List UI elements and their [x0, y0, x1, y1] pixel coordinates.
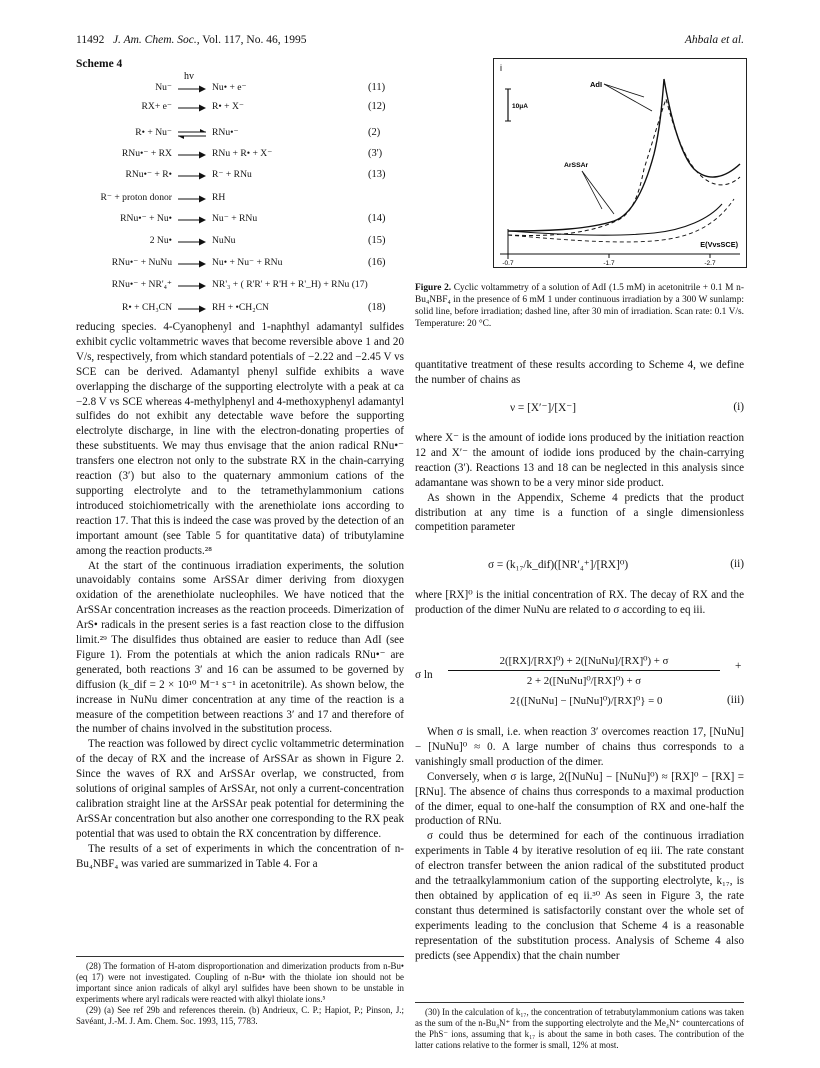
pointer-line [582, 171, 614, 214]
reaction-products: Nu• + Nu⁻ + RNu [212, 257, 283, 268]
figure-2-voltammogram [493, 58, 747, 268]
reaction-reactants: RNu•⁻ + RX [121, 148, 172, 159]
curve-label-adi: AdI [590, 80, 603, 89]
paragraph: quantitative treatment of these results according to Scheme 4, we define the number of chains as [415, 359, 744, 386]
reaction-number: (3') [368, 148, 383, 159]
reaction-reactants: RNu•⁻ + NuNu [111, 257, 172, 268]
reaction-products: NR'₃ + ( R'R' + R'H + R'_H) + RNu (17) [212, 279, 368, 290]
reaction-arrow [178, 280, 210, 292]
reaction-arrow [178, 214, 210, 226]
reaction-reactants: RNu•⁻ + Nu• [120, 213, 172, 224]
author-header: Ahbala et al. [684, 34, 744, 46]
right-column-block [415, 725, 744, 964]
equation-number: (ii) [730, 558, 744, 570]
fraction-bar [448, 670, 720, 671]
x-tick-label: -0.7 [502, 260, 514, 267]
reaction-number: (13) [368, 169, 386, 180]
paragraph: As shown in the Appendix, Scheme 4 predicts that the product distribution at any time is a function of a single dimensionless competition parameter [415, 491, 744, 534]
reaction-number: (14) [368, 213, 386, 224]
reaction-reactants: Nu⁻ [155, 82, 172, 93]
equation-i: ν = [X′⁻]/[X⁻] [510, 402, 577, 414]
reaction-reactants: R• + Nu⁻ [135, 127, 172, 138]
reaction-products: Nu• + e⁻ [212, 82, 247, 93]
reaction-number: (2) [368, 127, 381, 138]
right-column-intro [415, 358, 744, 388]
figure-corner-label: i [500, 63, 502, 73]
reaction-products: RNu•⁻ [212, 127, 239, 138]
reaction-products: RH [212, 192, 226, 203]
equation-iii-prefix: σ ln [415, 669, 433, 681]
equation-number: (i) [733, 401, 744, 413]
left-column [76, 320, 404, 872]
equation-iii-line2: 2{([NuNu] − [NuNu]⁰)/[RX]⁰} = 0 [510, 695, 663, 707]
reaction-arrow [178, 193, 210, 205]
right-footnote [415, 1007, 744, 1051]
pointer-line [604, 84, 652, 111]
caption-text: Cyclic voltammetry of a solution of AdI (1.5 mM) in acetonitrile + 0.1 M n-Bu₄NBF₄ in the presence of 6 mM 1 under continuous irradiation by a 300 W sunlamp: solid line, before irradiation; dashed line, after 30 min of irradiation. Scan rate: 0.1 V/s. Temperature: 20 °C. [415, 283, 744, 329]
right-column-block [415, 431, 744, 535]
footnote-divider [76, 956, 404, 957]
reaction-products: Nu⁻ + RNu [212, 213, 258, 224]
reaction-arrow [178, 236, 210, 248]
volume-info: Vol. 117, No. 46, 1995 [202, 34, 307, 46]
paragraph: At the start of the continuous irradiation experiments, the solution unavoidably contains some ArSSAr dimer deriving from dioxygen oxidation of the arenethiolate nucleophiles. We have noticed that the ArSSAr concentration increases as the reaction proceeds. Dimerization of ArS• radicals in the present series is a fast reaction close to the diffusion limit.²⁹ The disulfides thus obtained are easier to reduce than AdI (see Figure 1). From the potentials at which the anion radicals RNu•⁻ are generated, both reactions 3′ and 16 can be assumed to be governed by diffusion (k_dif = 2 × 10¹⁰ M⁻¹ s⁻¹ in acetonitrile). As shown below, the increase in NuNu dimer concentration at any time of the reaction is a measure of the competition between reactions 3′ and 17 and therefore of the number of chains involved in the substitution process. [76, 559, 404, 736]
equation-number: (iii) [727, 694, 744, 706]
reaction-arrow [178, 149, 210, 161]
caption-label: Figure 2. [415, 283, 452, 293]
reaction-number: (11) [368, 82, 386, 93]
left-footnotes [76, 961, 404, 1028]
footnote: (29) (a) See ref 29b and references therein. (b) Andrieux, C. P.; Hapiot, P.; Pinson, J.; Savéant, J.-M. J. Am. Chem. Soc. 1993, 115, 7783. [76, 1005, 404, 1027]
pointer-line [582, 171, 602, 209]
equation-ii: σ = (k₁₇/k_dif)([NR′₄⁺]/[RX]⁰) [488, 559, 629, 571]
reaction-arrow [178, 170, 210, 182]
current-scale-label: 10μA [512, 103, 528, 110]
reaction-reactants: R• + CH₃CN [122, 302, 172, 313]
reaction-reactants: RNu•⁻ + NR'₄⁺ [111, 279, 172, 290]
equation-iii-plus: + [735, 660, 742, 672]
paragraph: reducing species. 4-Cyanophenyl and 1-naphthyl adamantyl sulfides exhibit cyclic voltammetric waves that become reversible above 1 and 20 V/s, respectively, from which standard potentials of −2.22 and −2.45 V vs SCE can be derived. Adamantyl phenyl sulfide exhibits a wave overlapping the discharge of the supporting electrolyte with a peak at ca −2.8 V vs SCE whereas 4-methylphenyl and 4-methoxyphenyl adamantyl sulfides do not exhibit any detectable wave before the supporting electrolyte discharge, in line with the electron-donating properties of these substituents. We may thus envisage that the anion radical RNu•⁻ transfers one electron not only to the substrate RX in the chain-carrying reaction (3′) but also to the quaternary ammonium cations of the supporting electrolyte and to the tetramethylammonium cations introduced stoichiometrically with the arenethiolate ions according to reaction 17. That this is indeed the case was proved by the detection of an important amount (see Table 5 for quantitative data) of tributylamine among the reaction products.²⁸ [76, 321, 404, 557]
page-number: 11492 [76, 34, 105, 46]
voltammogram-plot [494, 59, 746, 267]
reaction-arrow [178, 83, 210, 95]
paragraph: The results of a set of experiments in which the concentration of n-Bu₄NBF₄ was varied are summarized in Table 4. For a [76, 842, 404, 870]
paragraph: Conversely, when σ is large, 2([NuNu] − [NuNu]⁰) ≈ [RX]⁰ − [RX] = [RNu]. The absence of chains thus corresponds to a maximal production of the dimer, equal to one-half the consumption of RX and one-half the production of RNu. [415, 770, 744, 828]
paragraph: σ could thus be determined for each of the continuous irradiation experiments in Table 4 by iterative resolution of eq iii. The rate constant of electron transfer between the anion radical of the substituted product and the tetraalkylammonium cation of the supporting electrolyte, k₁₇, is then obtained by application of eq ii.³⁰ As seen in Figure 3, the rate constant thus determined is satisfactorily constant over the whole set of experiments leading to the conclusion that Scheme 4 is a reasonable representation of the substitution process. Analysis of Scheme 4 also predicts (see Appendix) that the chain number [415, 830, 744, 962]
reaction-arrow [178, 102, 210, 114]
reaction-reactants: R⁻ + proton donor [100, 192, 172, 203]
reaction-arrow [178, 303, 210, 315]
paragraph: When σ is small, i.e. when reaction 3′ overcomes reaction 17, [NuNu] − [NuNu]⁰ ≈ 0. A large number of chains thus corresponds to a vanishingly small production of the dimer. [415, 726, 744, 768]
photolysis-label: hv [184, 71, 194, 82]
reaction-products: NuNu [212, 235, 236, 246]
equation-iii-numerator: 2([RX]/[RX]⁰) + 2([NuNu]/[RX]⁰) + σ [499, 655, 669, 667]
paragraph: The reaction was followed by direct cyclic voltammetric determination of the decay of RX and the increase of ArSSAr as shown in Figure 2. Since the waves of RX and ArSSAr overlap, we constructed, from solutions of original samples of ArSSAr, not only a current-concentration calibration straight line at the ArSSAr peak potential for determining the ArSSAr concentration but also another one corresponding to the RX peak potential that was used to obtain the RX concentration by difference. [76, 738, 404, 840]
reaction-arrow [178, 258, 210, 270]
reaction-number: (16) [368, 257, 386, 268]
reaction-reactants: RNu•⁻ + R• [125, 169, 172, 180]
reaction-products: R⁻ + RNu [212, 169, 252, 180]
reaction-number: (15) [368, 235, 386, 246]
curve-label-arssar: ArSSAr [564, 162, 589, 169]
reaction-products: RNu + R• + X⁻ [212, 148, 273, 159]
x-axis-label: E(VvsSCE) [700, 240, 738, 249]
paragraph: where X⁻ is the amount of iodide ions produced by the initiation reaction 12 and X′⁻ the amount of iodide ions produced by the chain-carrying reaction (3′). Reactions 13 and 18 can be neglected in this analysis since adamantane was shown to be a very minor side product. [415, 432, 744, 489]
voltammogram-solid-curve [508, 79, 740, 231]
footnote: (30) In the calculation of k₁₇, the concentration of tetrabutylammonium cations was taken as the sum of the n-Bu₄N⁺ from the supporting electrolyte and the Me₄N⁺ countercations of the PhS⁻ ions, assuming that k₁₇ is about the same in both cases. The contribution of the latter cations relative to the former is small, 12% at most. [415, 1007, 744, 1051]
running-header [76, 34, 306, 46]
reaction-reactants: RX+ e⁻ [141, 101, 172, 112]
journal-title: J. Am. Chem. Soc., [112, 34, 200, 46]
reaction-products: R• + X⁻ [212, 101, 244, 112]
reaction-number: (18) [368, 302, 386, 313]
right-column-block [415, 588, 744, 618]
equilibrium-arrow [178, 128, 210, 140]
footnote: (28) The formation of H-atom disproportionation and dimerization products from n-Bu• (eq 17) were not investigated. Coupling of n-Bu• with the thiolate ion should not be important since anion radicals of alkyl aryl sulfides have been shown to be unstable in experiments where aryl radicals were reacted with alkyl thiolate ions.⁵ [76, 961, 404, 1005]
reaction-products: RH + •CH₂CN [212, 302, 269, 313]
equation-iii-denominator: 2 + 2([NuNu]⁰/[RX]⁰) + σ [526, 675, 642, 687]
reaction-reactants: 2 Nu• [149, 235, 172, 246]
scheme-title: Scheme 4 [76, 58, 123, 70]
x-tick-label: -1.7 [603, 260, 615, 267]
reaction-number: (12) [368, 101, 386, 112]
x-tick-label: -2.7 [704, 260, 716, 267]
footnote-divider [415, 1002, 744, 1003]
paragraph: where [RX]⁰ is the initial concentration of RX. The decay of RX and the production of the dimer NuNu are related to σ according to eq iii. [415, 589, 744, 616]
figure-caption [415, 282, 744, 330]
